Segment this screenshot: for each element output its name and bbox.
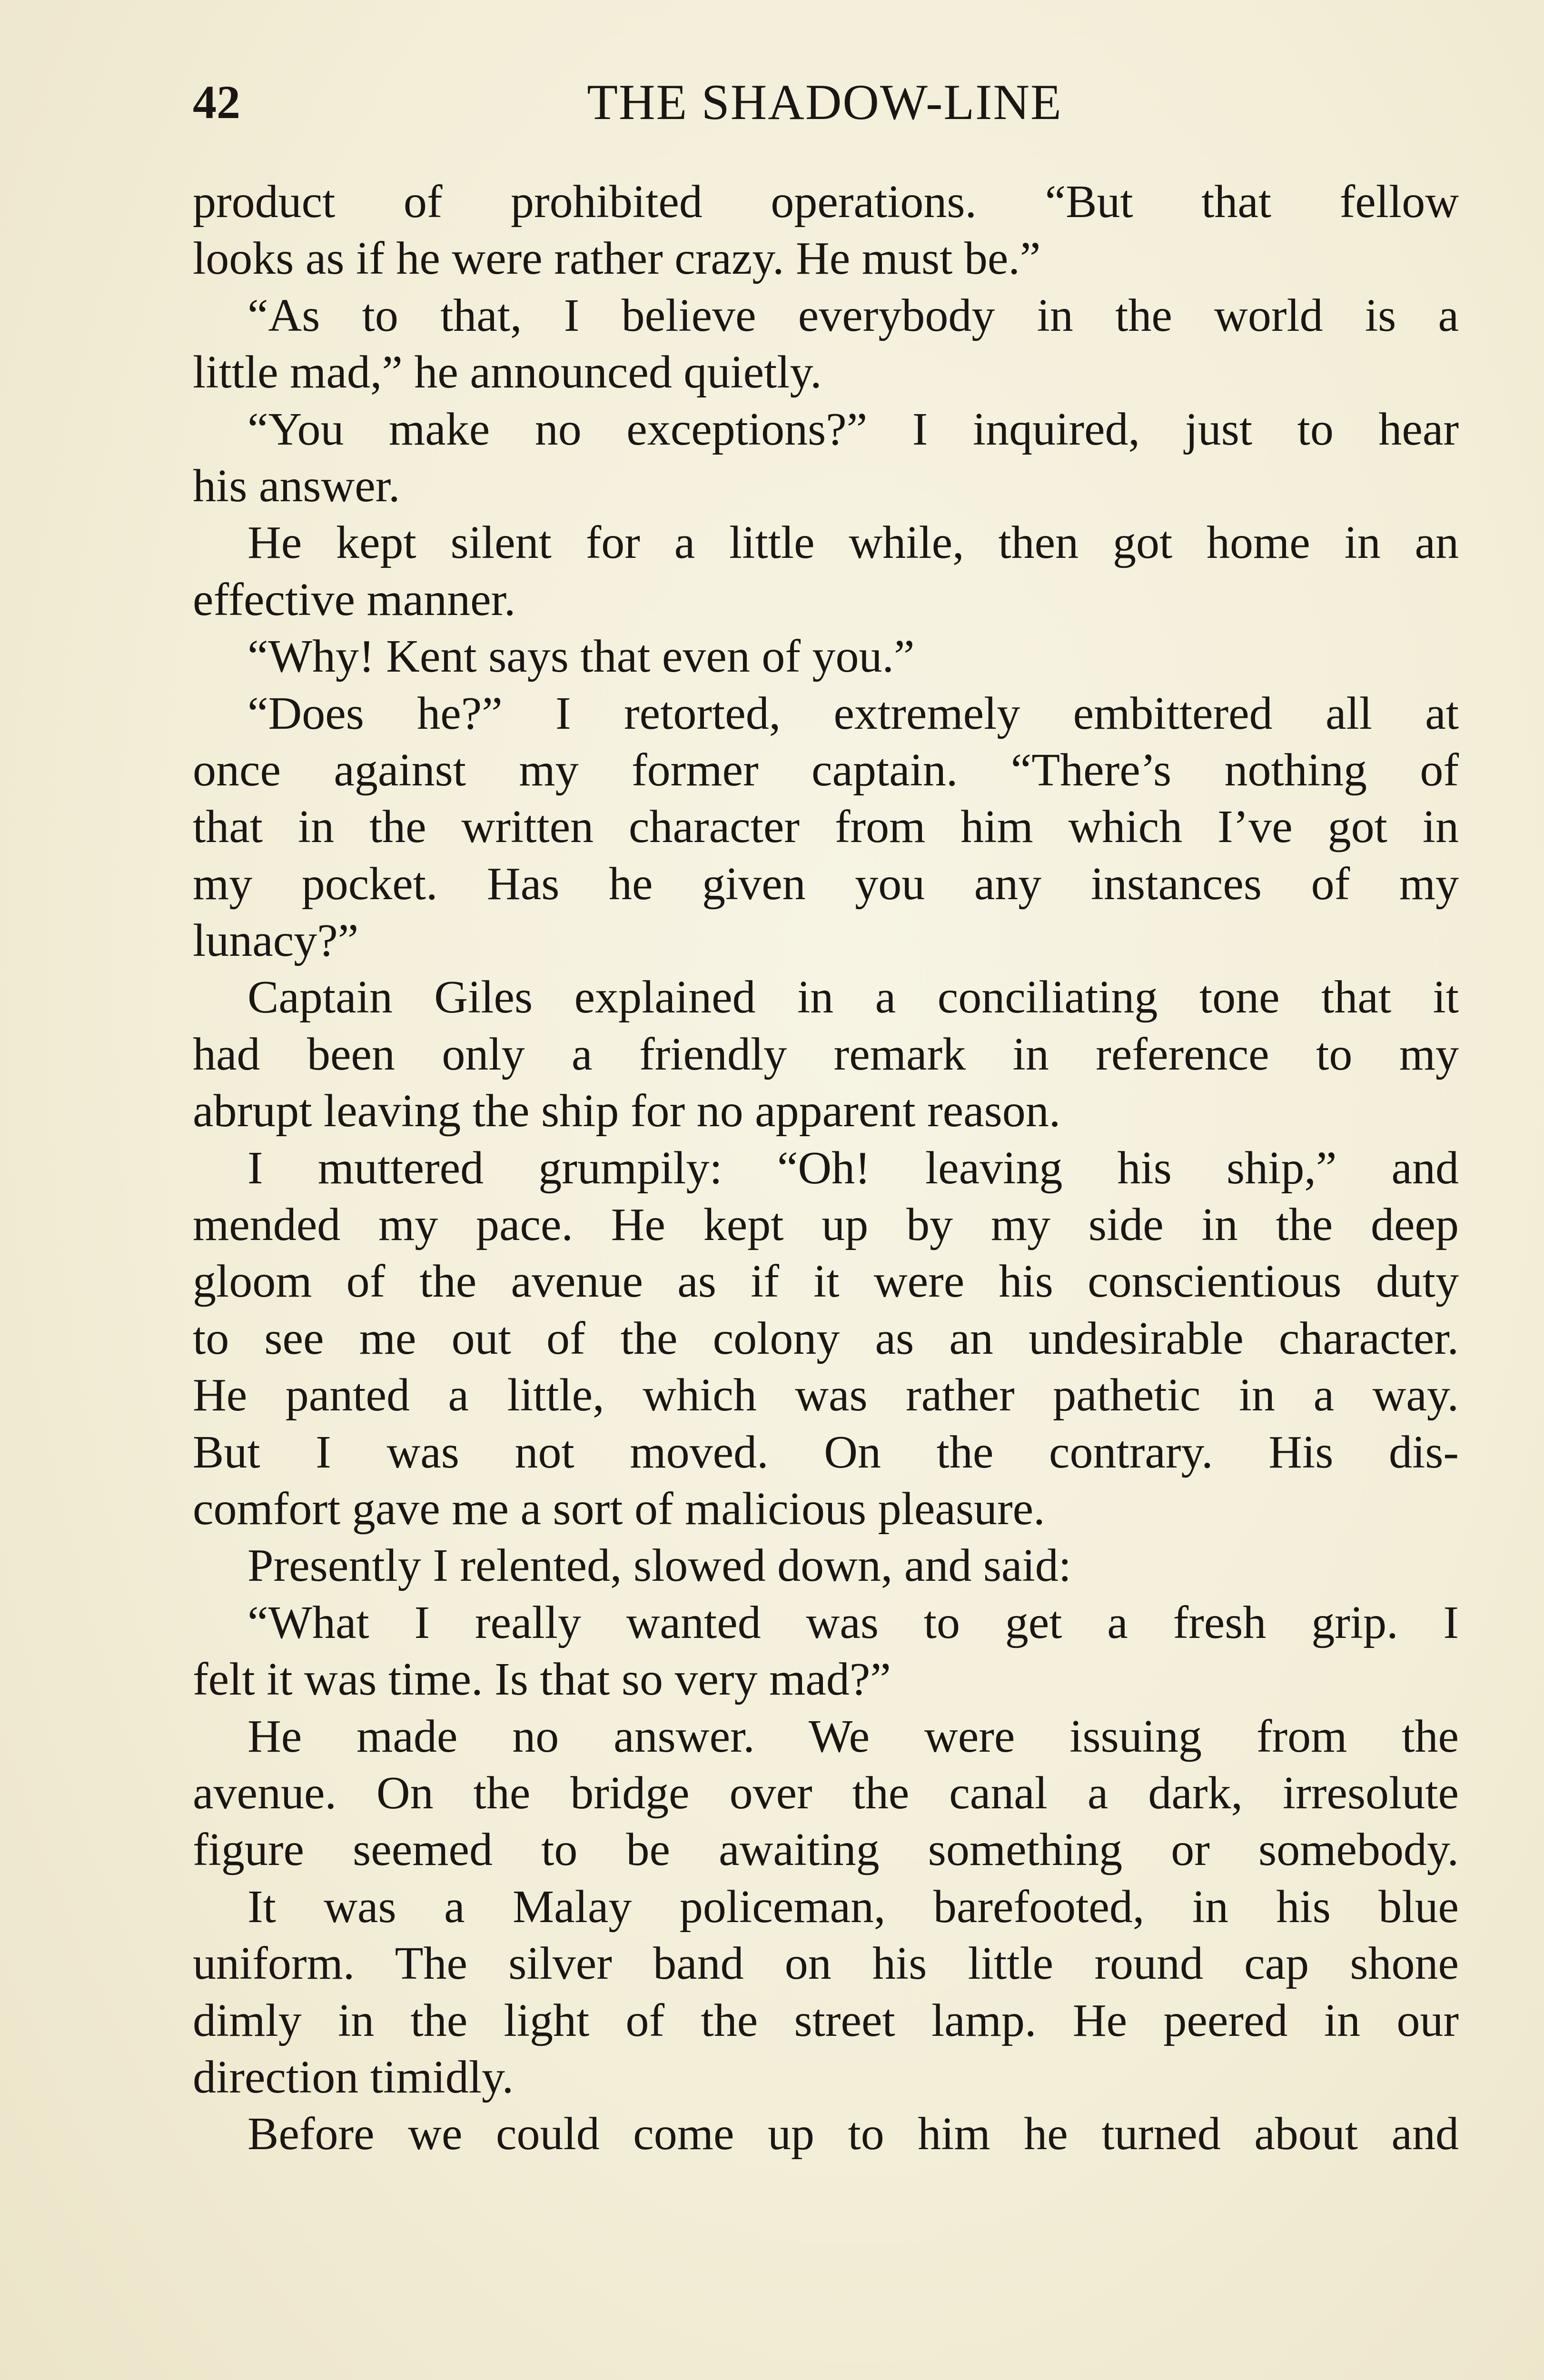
text-line: I muttered grumpily: “Oh! leaving his ship,” and	[247, 1142, 1459, 1194]
text-line: figure seemed to be awaiting something or somebody.	[193, 1824, 1459, 1876]
text-line: his answer.	[193, 460, 400, 512]
text-line: gloom of the avenue as if it were his conscientious duty	[193, 1256, 1459, 1308]
text-line: He made no answer. We were issuing from the	[247, 1710, 1459, 1762]
page-number: 42	[193, 76, 240, 129]
text-line: once against my former captain. “There’s nothing of	[193, 744, 1459, 796]
text-line: my pocket. Has he given you any instances of my	[193, 858, 1459, 910]
text-line: product of prohibited operations. “But that fellow	[193, 176, 1459, 228]
text-line: that in the written character from him which I’ve got in	[193, 801, 1459, 853]
text-line: “What I really wanted was to get a fresh grip. I	[247, 1597, 1459, 1648]
running-head	[193, 71, 1456, 133]
text-line: abrupt leaving the ship for no apparent reason.	[193, 1085, 1061, 1137]
text-line: “Does he?” I retorted, extremely embittered all at	[247, 687, 1459, 739]
text-line: avenue. On the bridge over the canal a dark, irresolute	[193, 1767, 1459, 1819]
text-line: comfort gave me a sort of malicious pleasure.	[193, 1483, 1045, 1535]
text-line: “As to that, I believe everybody in the world is a	[247, 289, 1459, 341]
text-line: He kept silent for a little while, then got home in an	[247, 517, 1459, 569]
text-line: to see me out of the colony as an undesirable character.	[193, 1312, 1459, 1364]
text-line: direction timidly.	[193, 2051, 514, 2103]
book-title: THE SHADOW-LINE	[587, 74, 1062, 130]
text-line: But I was not moved. On the contrary. His dis-	[193, 1426, 1459, 1478]
text-line: mended my pace. He kept up by my side in the deep	[193, 1199, 1459, 1251]
text-line: Captain Giles explained in a conciliating tone that it	[247, 972, 1459, 1023]
text-line: dimly in the light of the street lamp. He peered in our	[193, 1994, 1459, 2046]
text-line: had been only a friendly remark in reference to my	[193, 1028, 1459, 1080]
text-line: Before we could come up to him he turned about and	[247, 2108, 1459, 2160]
text-line: lunacy?”	[193, 915, 359, 967]
text-line: little mad,” he announced quietly.	[193, 347, 822, 398]
text-line: It was a Malay policeman, barefooted, in his blue	[247, 1881, 1459, 1933]
text-line: He panted a little, which was rather pathetic in a way.	[193, 1369, 1459, 1421]
text-line: looks as if he were rather crazy. He must be.”	[193, 233, 1041, 285]
body-text	[193, 174, 1459, 2163]
text-line: uniform. The silver band on his little round cap shone	[193, 1938, 1459, 1990]
text-line: “Why! Kent says that even of you.”	[247, 631, 915, 683]
text-line: effective manner.	[193, 574, 516, 625]
text-line: felt it was time. Is that so very mad?”	[193, 1654, 891, 1706]
text-line: “You make no exceptions?” I inquired, just to hear	[247, 403, 1459, 455]
text-line: Presently I relented, slowed down, and said:	[247, 1540, 1071, 1592]
